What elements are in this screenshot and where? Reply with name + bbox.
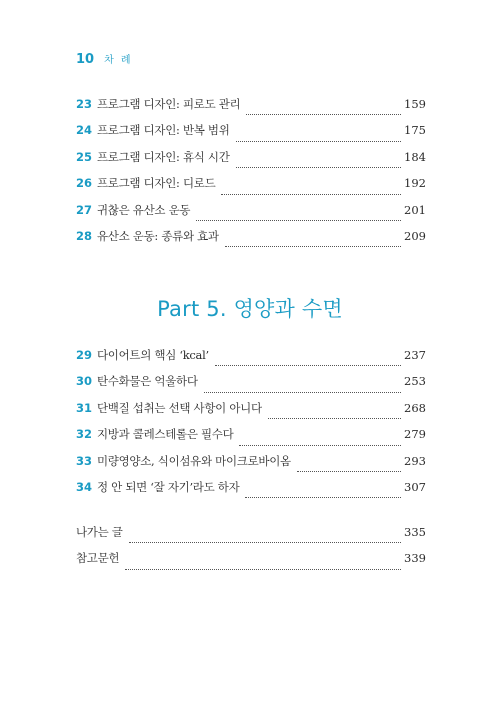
toc-entry[interactable] bbox=[76, 550, 426, 576]
chapter-title: 정 안 되면 ‘잘 자기’라도 하자 bbox=[97, 479, 240, 494]
page-ref: 159 bbox=[404, 97, 426, 111]
page-number: 10 bbox=[76, 52, 95, 67]
chapter-number: 30 bbox=[76, 374, 93, 389]
toc-entry[interactable] bbox=[76, 479, 426, 505]
chapter-title: 프로그램 디자인: 반복 범위 bbox=[97, 123, 230, 138]
chapter-title: 지방과 콜레스테롤은 필수다 bbox=[97, 427, 234, 442]
section-name: 차 례 bbox=[104, 55, 133, 66]
dot-leader bbox=[215, 364, 401, 366]
toc-group-back-matter bbox=[76, 524, 426, 577]
chapter-number: 27 bbox=[76, 202, 93, 217]
toc-entry[interactable] bbox=[76, 149, 426, 175]
page-ref: 279 bbox=[404, 427, 426, 442]
dot-leader bbox=[236, 166, 402, 168]
chapter-title: 탄수화물은 억울하다 bbox=[97, 374, 198, 389]
toc-entry[interactable] bbox=[76, 228, 426, 254]
dot-leader bbox=[268, 417, 401, 419]
entry-title: 참고문헌 bbox=[76, 551, 120, 566]
toc-entry[interactable] bbox=[76, 96, 426, 122]
toc-entry[interactable] bbox=[76, 202, 426, 228]
toc-entry[interactable] bbox=[76, 453, 426, 479]
chapter-title: 프로그램 디자인: 휴식 시간 bbox=[97, 149, 230, 164]
chapter-number: 29 bbox=[76, 348, 93, 362]
dot-leader bbox=[225, 245, 401, 247]
toc-group-nutrition bbox=[76, 347, 426, 505]
toc-entry[interactable] bbox=[76, 175, 426, 201]
dot-leader bbox=[239, 444, 401, 446]
dot-leader bbox=[297, 470, 401, 472]
dot-leader bbox=[246, 113, 401, 115]
entry-title: 나가는 글 bbox=[76, 525, 123, 539]
toc-group-training bbox=[76, 96, 426, 254]
page-ref: 339 bbox=[404, 551, 426, 566]
part-title: Part 5. 영양과 수면 bbox=[157, 297, 343, 321]
dot-leader bbox=[221, 193, 401, 195]
chapter-number: 34 bbox=[76, 479, 93, 494]
toc-entry[interactable] bbox=[76, 426, 426, 452]
toc-entry[interactable] bbox=[76, 400, 426, 426]
chapter-title: 미량영양소, 식이섬유와 마이크로바이옴 bbox=[97, 453, 291, 468]
chapter-number: 25 bbox=[76, 149, 93, 164]
page-ref: 184 bbox=[404, 149, 426, 164]
page-ref: 293 bbox=[404, 453, 426, 468]
page-ref: 268 bbox=[404, 400, 426, 415]
dot-leader bbox=[236, 140, 402, 142]
page-ref: 307 bbox=[404, 479, 426, 494]
chapter-title: 프로그램 디자인: 디로드 bbox=[97, 176, 216, 191]
toc-entry[interactable] bbox=[76, 524, 426, 550]
page-ref: 253 bbox=[404, 374, 426, 389]
page-ref: 335 bbox=[404, 525, 426, 539]
page-ref: 175 bbox=[404, 123, 426, 138]
chapter-title: 프로그램 디자인: 피로도 관리 bbox=[97, 97, 241, 111]
dot-leader bbox=[129, 541, 401, 543]
chapter-title: 단백질 섭취는 선택 사항이 아니다 bbox=[97, 400, 262, 415]
chapter-number: 32 bbox=[76, 427, 93, 442]
chapter-number: 23 bbox=[76, 97, 93, 111]
page-ref: 209 bbox=[404, 228, 426, 243]
toc-entry[interactable] bbox=[76, 122, 426, 148]
toc-entry[interactable] bbox=[76, 347, 426, 373]
page-ref: 237 bbox=[404, 348, 426, 362]
page-ref: 201 bbox=[404, 202, 426, 217]
dot-leader bbox=[196, 219, 401, 221]
chapter-number: 24 bbox=[76, 123, 93, 138]
chapter-title: 귀찮은 유산소 운동 bbox=[97, 202, 191, 217]
page-ref: 192 bbox=[404, 176, 426, 191]
chapter-number: 26 bbox=[76, 176, 93, 191]
toc-entry[interactable] bbox=[76, 373, 426, 399]
chapter-number: 33 bbox=[76, 453, 93, 468]
chapter-number: 31 bbox=[76, 400, 93, 415]
running-head bbox=[76, 51, 133, 67]
dot-leader bbox=[125, 568, 401, 570]
dot-leader bbox=[245, 496, 401, 498]
dot-leader bbox=[204, 391, 401, 393]
chapter-number: 28 bbox=[76, 228, 93, 243]
chapter-title: 다이어트의 핵심 ‘kcal’ bbox=[97, 348, 209, 362]
chapter-title: 유산소 운동: 종류와 효과 bbox=[97, 228, 219, 243]
